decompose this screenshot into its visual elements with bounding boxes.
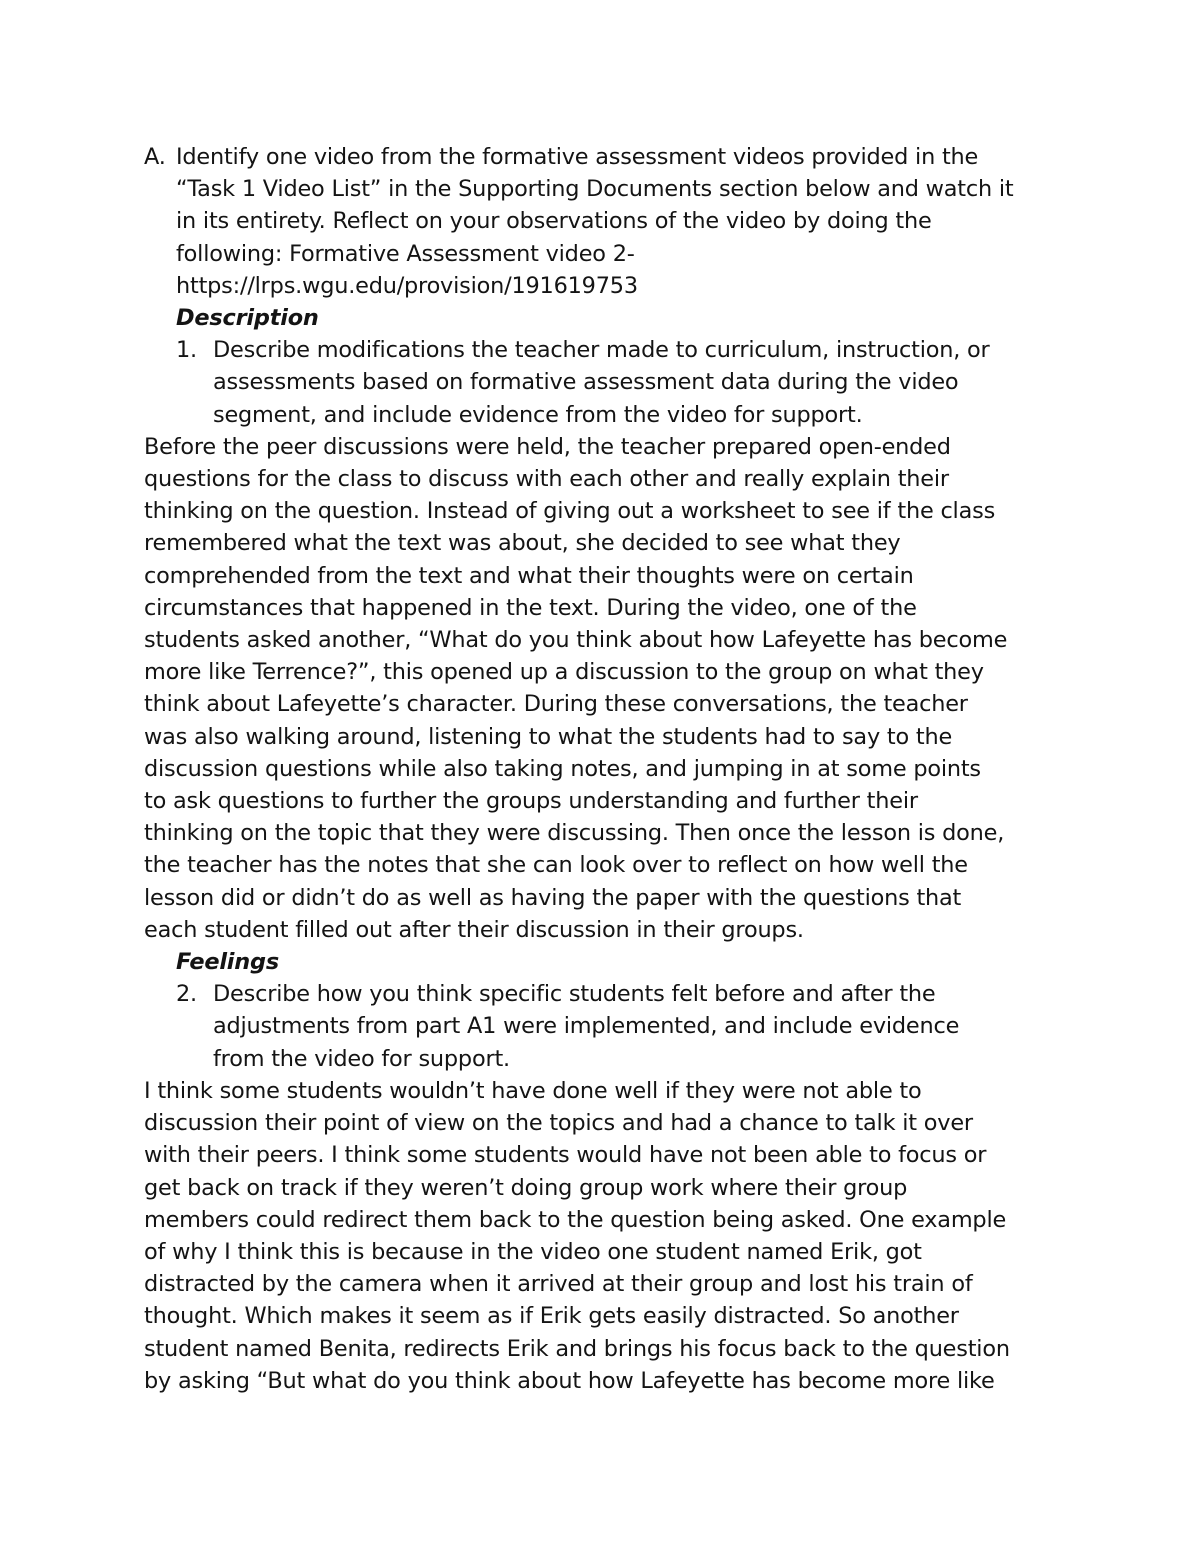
description-heading: Description — [176, 305, 319, 332]
feelings-answer-line: student named Benita, redirects Erik and brings his focus back to the question — [144, 1335, 1010, 1362]
description-answer-line: think about Lafeyette’s character. During these conversations, the teacher — [144, 691, 968, 718]
description-answer-line: thinking on the question. Instead of giving out a worksheet to see if the class — [144, 498, 996, 525]
description-prompt-marker: 1. — [176, 337, 197, 364]
description-answer-line: circumstances that happened in the text. During the video, one of the — [144, 594, 917, 621]
feelings-answer-line: members could redirect them back to the question being asked. One example — [144, 1206, 1007, 1233]
description-answer-line: Before the peer discussions were held, the teacher prepared open-ended — [144, 433, 951, 460]
feelings-answer — [144, 1075, 1064, 1397]
feelings-answer-line: with their peers. I think some students would have not been able to focus or — [144, 1142, 987, 1169]
feelings-heading: Feelings — [176, 949, 279, 976]
description-answer-line: lesson did or didn’t do as well as having the paper with the questions that — [144, 884, 962, 911]
feelings-prompt — [144, 978, 1064, 1075]
description-answer-line: to ask questions to further the groups understanding and further their — [144, 788, 918, 815]
document-body — [144, 141, 1064, 1397]
feelings-answer-line: get back on track if they weren’t doing group work where their group — [144, 1174, 908, 1201]
video-link: https://lrps.wgu.edu/provision/191619753 — [176, 272, 638, 299]
description-answer-line: more like Terrence?”, this opened up a discussion to the group on what they — [144, 659, 984, 686]
description-answer-line: remembered what the text was about, she decided to see what they — [144, 530, 901, 557]
feelings-prompt-marker: 2. — [176, 981, 197, 1008]
feelings-answer-line: thought. Which makes it seem as if Erik gets easily distracted. So another — [144, 1303, 959, 1330]
feelings-answer-line: of why I think this is because in the video one student named Erik, got — [144, 1238, 922, 1265]
description-prompt-line: segment, and include evidence from the video for support. — [213, 401, 863, 428]
feelings-prompt-line: Describe how you think specific students felt before and after the — [213, 981, 936, 1008]
question-a-line: Identify one video from the formative assessment videos provided in the — [176, 144, 979, 170]
description-answer-line: questions for the class to discuss with each other and really explain their — [144, 466, 949, 493]
feelings-prompt-line: adjustments from part A1 were implemented, and include evidence — [213, 1013, 960, 1040]
description-answer — [144, 431, 1064, 946]
description-answer-line: discussion questions while also taking notes, and jumping in at some points — [144, 755, 981, 782]
feelings-answer-line: discussion their point of view on the topics and had a chance to talk it over — [144, 1110, 973, 1137]
description-answer-line: the teacher has the notes that she can look over to reflect on how well the — [144, 852, 968, 879]
description-prompt-line: assessments based on formative assessment data during the video — [213, 369, 959, 396]
feelings-prompt-line: from the video for support. — [213, 1045, 510, 1072]
description-answer-line: was also walking around, listening to what the students had to say to the — [144, 723, 953, 750]
question-a-marker: A. — [144, 144, 166, 170]
description-prompt-line: Describe modifications the teacher made to curriculum, instruction, or — [213, 337, 990, 364]
description-answer-line: thinking on the topic that they were discussing. Then once the lesson is done, — [144, 820, 1005, 847]
description-answer-line: students asked another, “What do you think about how Lafeyette has become — [144, 627, 1008, 654]
feelings-answer-line: I think some students wouldn’t have done well if they were not able to — [144, 1077, 922, 1104]
description-answer-line: comprehended from the text and what their thoughts were on certain — [144, 562, 914, 589]
description-answer-line: each student filled out after their discussion in their groups. — [144, 916, 804, 943]
question-a-line: in its entirety. Reflect on your observations of the video by doing the — [176, 208, 932, 235]
description-prompt — [144, 334, 1064, 431]
feelings-answer-line: by asking “But what do you think about how Lafeyette has become more like — [144, 1367, 995, 1394]
question-a-line: following: Formative Assessment video 2- — [176, 240, 635, 267]
feelings-answer-line: distracted by the camera when it arrived at their group and lost his train of — [144, 1271, 973, 1298]
question-a — [144, 141, 1064, 302]
question-a-line: “Task 1 Video List” in the Supporting Documents section below and watch it — [176, 176, 1014, 203]
